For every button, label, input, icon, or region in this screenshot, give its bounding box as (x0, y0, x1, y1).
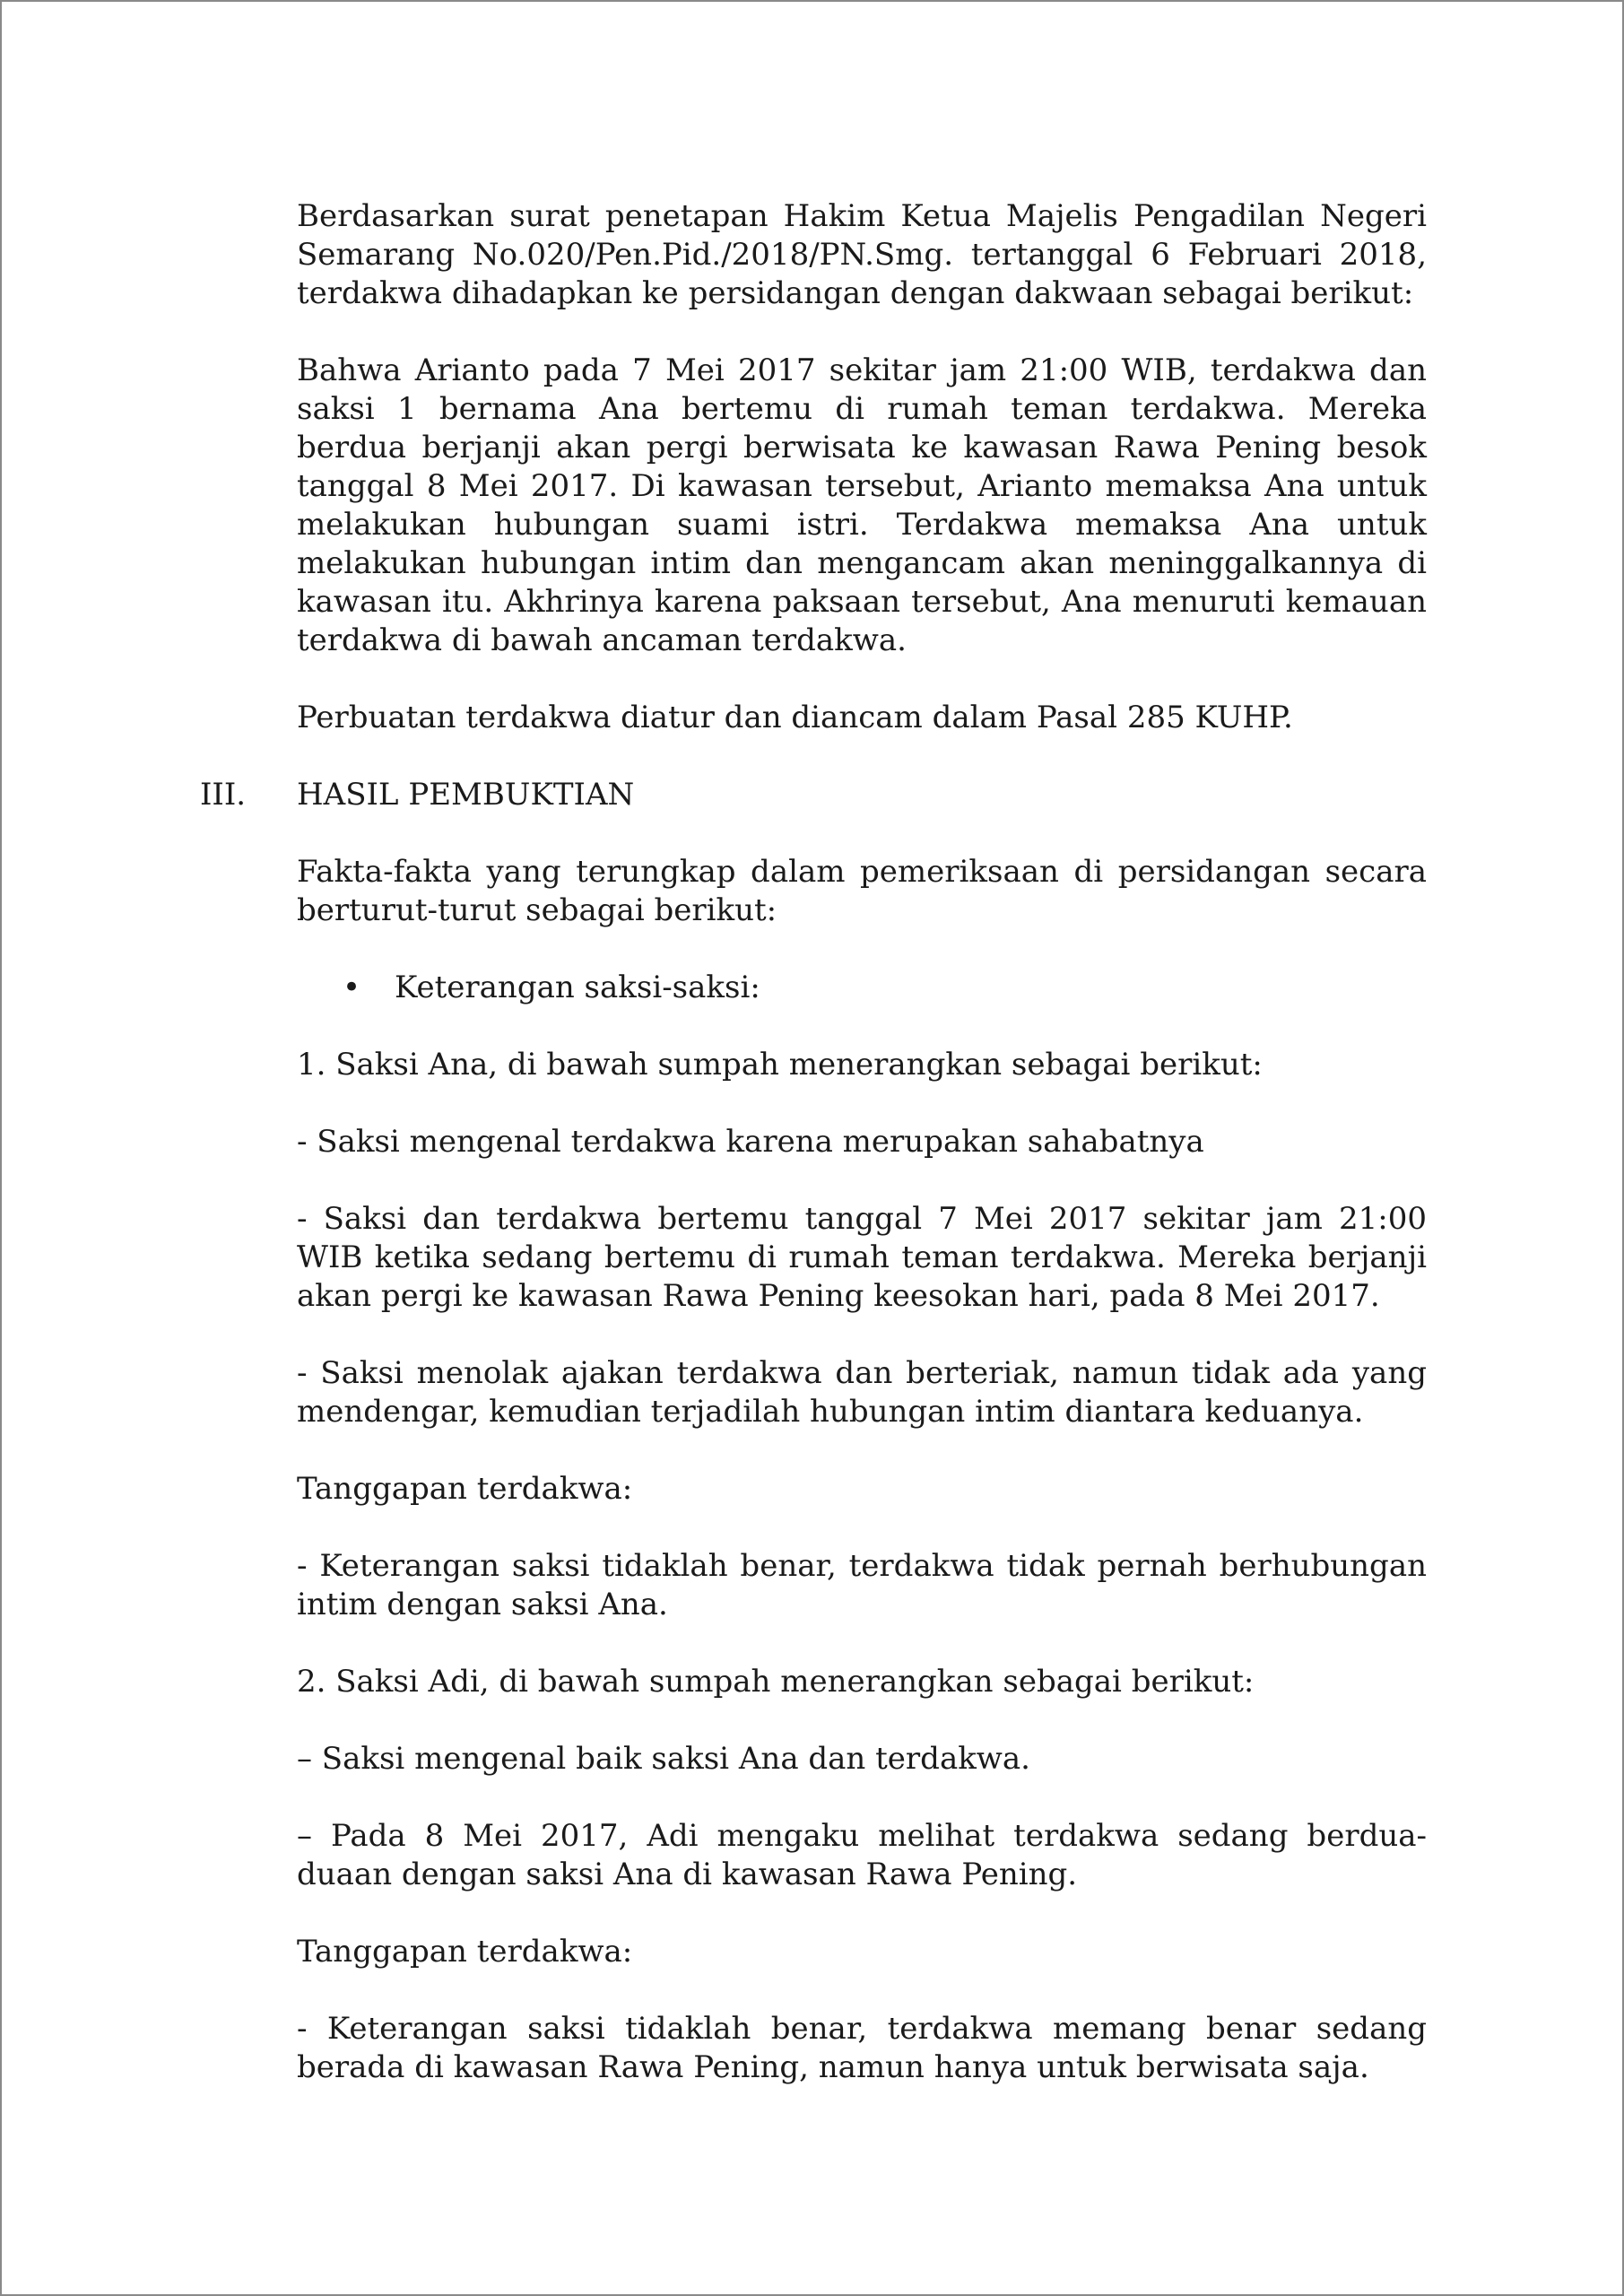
section-title: HASIL PEMBUKTIAN (297, 777, 635, 813)
bullet-item (297, 969, 1427, 1007)
bullet-icon: • (343, 970, 361, 1005)
witness-1-heading: 1. Saksi Ana, di bawah sumpah menerangkan sebagai berikut: (297, 1047, 1263, 1083)
indictment-paragraph: Bahwa Arianto pada 7 Mei 2017 sekitar jam 21:00 WIB, terdakwa dan saksi 1 bernama Ana bertemu di rumah teman terdakwa. Mereka berdua berjanji akan pergi berwisata ke kawasan Rawa Pening besok tanggal 8 Mei 2017. Di kawasan tersebut, Arianto memaksa Ana untuk melakukan hubungan suami istri. Terdakwa memaksa Ana untuk melakukan hubungan intim dan mengancam akan meninggalkannya di kawasan itu. Akhrinya karena paksaan tersebut, Ana menuruti kemauan terdakwa di bawah ancaman terdakwa. (297, 352, 1427, 658)
witness-1-statement-3: - Saksi menolak ajakan terdakwa dan berteriak, namun tidak ada yang mendengar, kemudian terjadilah hubungan intim diantara keduanya. (297, 1355, 1427, 1430)
defendant-response-2: - Keterangan saksi tidaklah benar, terdakwa memang benar sedang berada di kawasan Rawa Pening, namun hanya untuk berwisata saja. (297, 2011, 1427, 2085)
bullet-text: Keterangan saksi-saksi: (395, 970, 760, 1005)
document-body (200, 197, 1427, 2087)
defendant-response-1-heading: Tanggapan terdakwa: (297, 1471, 633, 1507)
opening-paragraph: Berdasarkan surat penetapan Hakim Ketua Majelis Pengadilan Negeri Semarang No.020/Pen.Pid./2018/PN.Smg. tertanggal 6 Februari 2018, terdakwa dihadapkan ke persidangan dengan dakwaan sebagai berikut: (297, 198, 1427, 311)
witness-1-statement-1: - Saksi mengenal terdakwa karena merupakan sahabatnya (297, 1124, 1204, 1160)
facts-intro-paragraph: Fakta-fakta yang terungkap dalam pemeriksaan di persidangan secara berturut-turut sebagai berikut: (297, 854, 1427, 928)
witness-1-statement-2: - Saksi dan terdakwa bertemu tanggal 7 Mei 2017 sekitar jam 21:00 WIB ketika sedang bertemu di rumah teman terdakwa. Mereka berjanji akan pergi ke kawasan Rawa Pening keesokan hari, pada 8 Mei 2017. (297, 1201, 1427, 1314)
section-heading (200, 776, 1427, 814)
legal-article-paragraph: Perbuatan terdakwa diatur dan diancam dalam Pasal 285 KUHP. (297, 700, 1293, 735)
witness-2-statement-2: – Pada 8 Mei 2017, Adi mengaku melihat terdakwa sedang berdua-duaan dengan saksi Ana di kawasan Rawa Pening. (297, 1818, 1427, 1892)
defendant-response-2-heading: Tanggapan terdakwa: (297, 1934, 633, 1970)
defendant-response-1: - Keterangan saksi tidaklah benar, terdakwa tidak pernah berhubungan intim dengan saksi Ana. (297, 1548, 1427, 1622)
witness-2-heading: 2. Saksi Adi, di bawah sumpah menerangkan sebagai berikut: (297, 1664, 1255, 1700)
witness-2-statement-1: – Saksi mengenal baik saksi Ana dan terdakwa. (297, 1741, 1030, 1777)
section-number: III. (200, 777, 247, 813)
